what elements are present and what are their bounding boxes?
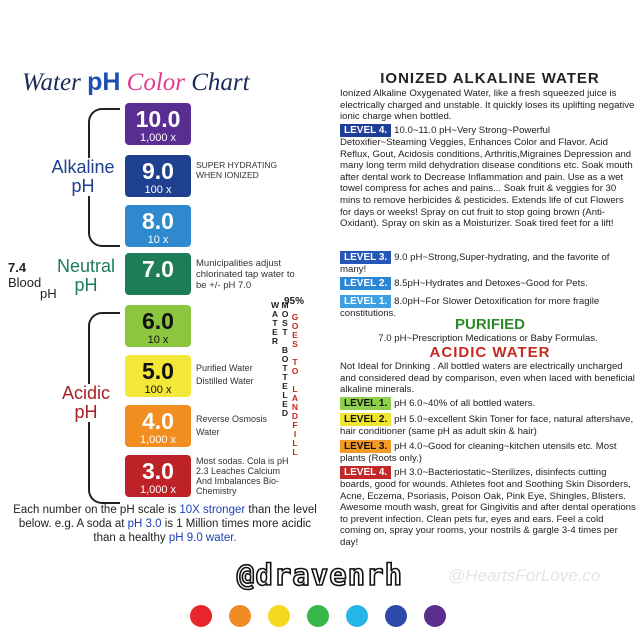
level-1-badge: LEVEL 1. [340, 295, 391, 308]
scale-note-part: Each number on the pH scale is [13, 504, 180, 516]
acidic-level-3-text: pH 4.0~Good for cleaning~kitchen utensils etc. Most plants (Roots only.) [340, 441, 617, 464]
ionized-level-2 [340, 277, 636, 290]
ph-side-note: SUPER HYDRATING WHEN IONIZED [196, 160, 278, 180]
watermark: @HeartsForLove.co [448, 566, 601, 585]
color-dot [229, 605, 251, 627]
neutral-label: Neutral pH [56, 256, 116, 295]
scale-note-part: is 1 Million times more acidic than a healthy [93, 518, 312, 544]
ph-side-note: Most sodas. Cola is pH 2.3 Leaches Calcium And Imbalances Bio-Chemistry [196, 456, 289, 496]
ph-value: 7.0 [142, 256, 174, 282]
ph-box-9-0 [125, 155, 191, 197]
percent-95-label: 95% [284, 296, 305, 307]
color-dot [268, 605, 290, 627]
acidic-level-1-text: pH 6.0~40% of all bottled waters. [394, 398, 536, 409]
ph-value: 5.0 [142, 358, 174, 384]
acidic-level-3-badge: LEVEL 3. [340, 440, 391, 453]
alkaline-label: Alkaline pH [38, 158, 128, 196]
ph-multiplier: 1,000 x [139, 484, 177, 496]
ph-multiplier: 100 x [144, 384, 172, 396]
acidic-label: Acidic pH [46, 384, 126, 422]
ph-side-note: Purified Water Distilled Water [196, 363, 254, 386]
scale-note-highlight: 10X stronger [179, 504, 246, 516]
ph-box-7-0 [125, 253, 191, 295]
acidic-level-4-badge: LEVEL 4. [340, 466, 391, 479]
ph-box-5-0 [125, 355, 191, 397]
title-word-ph: pH [87, 68, 121, 96]
ph-multiplier: 1,000 x [139, 132, 177, 144]
ph-box-3-0 [125, 455, 191, 497]
ph-value: 4.0 [142, 408, 174, 434]
acidic-level-4-text: pH 3.0~Bacteriostatic~Sterilizes, disinfects cutting boards, good for wounds. Athletes foot and Soothing Skin Disorders, Acne, Eczema, Psoriasis, Poison Oak, Pink Eye, Shingles, Blisters. Awesome mouth wash, great for Gingivitis and after dental operations to prevent infection. Clean pets fur, eyes and ears. Feel a cold coming on, spray your rooms, your nostrils & gargle 3-4 times per day! [340, 467, 636, 548]
title-word-color: Color [126, 69, 185, 96]
ph-side-note: Reverse Osmosis Water [196, 414, 268, 437]
ph-multiplier: 10 x [147, 234, 169, 246]
ph-value: 9.0 [142, 158, 174, 184]
color-dot [190, 605, 212, 627]
acidic-water-title: ACIDIC WATER [429, 344, 551, 361]
level-3-text: 9.0 pH~Strong,Super-hydrating, and the favorite of many! [340, 252, 610, 275]
ph-value: 6.0 [142, 308, 174, 334]
acidic-level-4 [340, 466, 636, 549]
ph-value: 8.0 [142, 208, 174, 234]
acidic-level-1 [340, 397, 636, 410]
level-4-text: 10.0~11.0 pH~Very Strong~Powerful Detoxifier~Steaming Veggies, Enhances Color and Flavor. Acid Reflux, Gout, Acidosis conditions, Arthritis,Migraines Depression and many long term mild dehydration disease conditions etc. Soak mouth after dental work to Decrease Inflammation and pain. Use as a wet towel compress for aches and pains... Soak fruit & veggies for 30 mins to remove herbicides & pesticides. Extends life of cut Flowers for days or weeks! Spray on cut fruit to stop going brown (Anti-Oxidant). Spray on skin as a Moisturizer. Soak tired feet for a lift! [340, 125, 633, 230]
ph-multiplier: 10 x [147, 334, 169, 346]
scale-note-highlight: pH 3.0 [127, 518, 162, 530]
color-dot [424, 605, 446, 627]
color-dot [385, 605, 407, 627]
acidic-level-1-badge: LEVEL 1. [340, 397, 391, 410]
title-word-water: Water [22, 69, 81, 96]
level-2-text: 8.5pH~Hydrates and Detoxes~Good for Pets. [394, 278, 588, 289]
goes-to-landfill-text: GOES TO LANDFILL [290, 312, 300, 456]
level-1-text: 8.0pH~For Slower Detoxification for more fragile constitutions. [340, 296, 600, 319]
level-4-badge: LEVEL 4. [340, 124, 391, 137]
scale-note-part: than the level below. e.g. A soda at [18, 504, 317, 530]
ionized-alkaline-title: IONIZED ALKALINE WATER [380, 70, 600, 87]
page-title [22, 68, 312, 97]
ph-box-6-0 [125, 305, 191, 347]
blood-ph-value: 7.4 [8, 260, 27, 275]
blood-ph-unit: pH [40, 286, 57, 301]
ph-value: 10.0 [135, 106, 181, 132]
acidic-level-2-badge: LEVEL 2. [340, 413, 391, 426]
blood-ph-word: Blood [8, 275, 42, 290]
ph-box-10-0 [125, 103, 191, 145]
acidic-level-3 [340, 440, 636, 465]
ionized-intro: Ionized Alkaline Oxygenated Water, like a fresh squeezed juice is electrically charged and unstable. It quickly loses its uplifting negative ionic charge when bottled. [340, 88, 635, 123]
acidic-level-2-text: pH 5.0~excellent Skin Toner for face, natural aftershave, hair conditioner (same pH as adult skin & hair) [340, 414, 634, 437]
level-3-badge: LEVEL 3. [340, 251, 391, 264]
scale-explanation [8, 503, 322, 545]
color-dot [346, 605, 368, 627]
ph-value: 3.0 [142, 458, 174, 484]
purified-title: PURIFIED [454, 316, 525, 333]
ph-box-4-0 [125, 405, 191, 447]
ph-multiplier: 1,000 x [139, 434, 177, 446]
blood-ph-label [8, 260, 57, 301]
author-handle: @dravenrh [236, 558, 404, 592]
ph-side-note: Municipalities adjust chlorinated tap water to be +/- pH 7.0 [196, 258, 295, 291]
most-bottled-water-text: MOST BOTTELED WATER [270, 300, 290, 417]
purified-text: 7.0 pH~Prescription Medications or Baby Formulas. [378, 333, 598, 344]
scale-note-highlight: pH 9.0 water. [168, 532, 237, 544]
acidic-level-2 [340, 413, 636, 438]
acidic-intro: Not Ideal for Drinking . All bottled waters are electrically uncharged and considered dead by comparison, even when laced with beneficial alkaline minerals. [340, 361, 635, 396]
ph-multiplier: 100 x [144, 184, 172, 196]
level-2-badge: LEVEL 2. [340, 277, 391, 290]
ionized-level-4 [340, 124, 636, 230]
title-word-chart: Chart [191, 69, 250, 96]
ph-box-8-0 [125, 205, 191, 247]
ionized-level-3 [340, 251, 636, 276]
color-dot [307, 605, 329, 627]
